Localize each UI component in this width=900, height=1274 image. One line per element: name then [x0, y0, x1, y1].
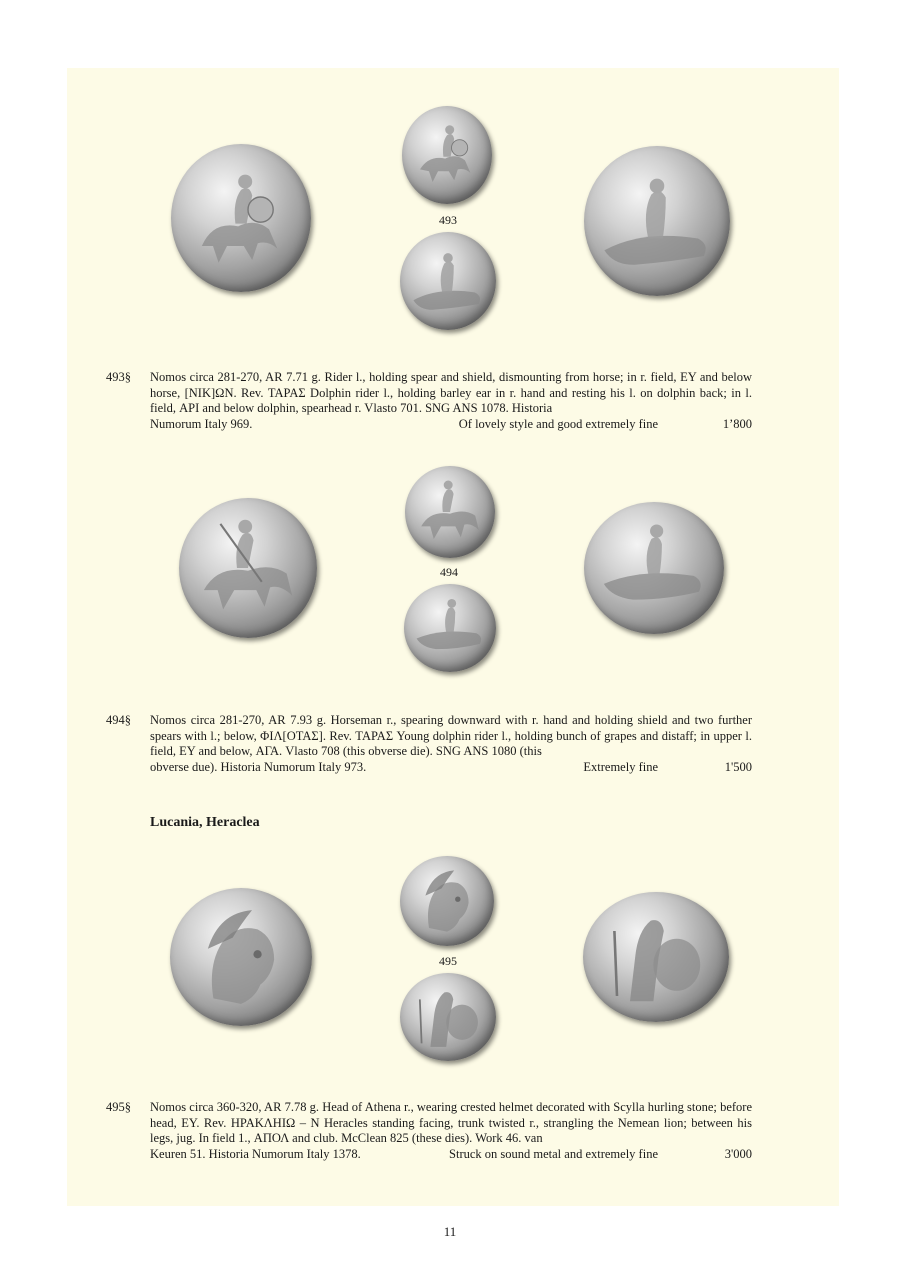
coin-495-obverse-large[interactable]: [170, 888, 312, 1026]
lot-estimate: 1'500: [724, 759, 752, 774]
lot-estimate: 3'000: [724, 1146, 752, 1161]
coin-495-obverse-small[interactable]: [400, 856, 494, 946]
lot-label-494: 494: [440, 565, 458, 579]
page-number: 11: [443, 1224, 457, 1239]
lot-last-line: [150, 417, 752, 433]
dolphin-rider-relief-icon: [404, 584, 496, 672]
lot-text: Nomos circa 360-320, AR 7.78 g. Head of Athena r., wearing crested helmet decorated with Scylla hurling stone; before head, ΕΥ. Rev. ΗΡΑΚΛΗΙΩ – Ν Heracles standing facing, trunk twisted r., strangling the Nemean lion; between his legs, jug. In field 1., ΑΠΟΛ and club. McClean 825 (these dies). Work 46. van: [150, 1100, 752, 1146]
coin-494-reverse-large[interactable]: [584, 502, 724, 634]
coin-493-obverse-large[interactable]: [171, 144, 311, 292]
coin-495-reverse-small[interactable]: [400, 973, 496, 1061]
coin-494-reverse-small[interactable]: [404, 584, 496, 672]
rider-horse-relief-icon: [402, 106, 492, 204]
lot-description-495: [106, 1100, 752, 1162]
horseman-relief-icon: [405, 466, 495, 558]
rider-horse-relief-icon: [171, 144, 311, 292]
lot-last-line: [150, 1147, 752, 1163]
lot-description-493: [106, 370, 752, 432]
athena-head-relief-icon: [170, 888, 312, 1026]
horseman-relief-icon: [179, 498, 317, 638]
dolphin-rider-relief-icon: [584, 146, 730, 296]
heracles-lion-relief-icon: [400, 973, 496, 1061]
lot-text: Nomos circa 281-270, AR 7.71 g. Rider l., holding spear and shield, dismounting from horse; in r. field, ΕΥ and below horse, [ΝΙΚ]ΩΝ. Rev. ΤΑΡΑΣ Dolphin rider l., holding barley ear in r. hand and resting his l. on dolphin back; in l. field, ΑΡΙ and below dolphin, spearhead r. Vlasto 701. SNG ANS 1078. Historia: [150, 370, 752, 416]
coin-494-obverse-large[interactable]: [179, 498, 317, 638]
lot-references: Keuren 51. Historia Numorum Italy 1378.: [150, 1146, 361, 1161]
coin-493-obverse-small[interactable]: [402, 106, 492, 204]
lot-number: 493§: [106, 370, 131, 384]
lot-grade: Extremely fine: [583, 759, 658, 774]
lot-number: 494§: [106, 713, 131, 727]
lot-references: Numorum Italy 969.: [150, 416, 253, 431]
dolphin-rider-relief-icon: [400, 232, 496, 330]
dolphin-rider-relief-icon: [584, 502, 724, 634]
lot-estimate: 1’800: [722, 416, 752, 431]
lot-text: Nomos circa 281-270, AR 7.93 g. Horseman r., spearing downward with r. hand and holding shield and two further spears with l.; below, ΦΙΛ[ΟΤΑΣ]. Rev. ΤΑΡΑΣ Young dolphin rider l., holding bunch of grapes and distaff; in upper l. field, ΕΥ and below, ΑΓΑ. Vlasto 708 (this obverse die). SNG ANS 1080 (this: [150, 713, 752, 759]
heracles-lion-relief-icon: [583, 892, 729, 1022]
lot-label-495: 495: [439, 954, 457, 968]
lot-grade: Struck on sound metal and extremely fine: [449, 1146, 658, 1161]
lot-label-493: 493: [439, 213, 457, 227]
coin-494-obverse-small[interactable]: [405, 466, 495, 558]
lot-last-line: [150, 760, 752, 776]
lot-references: obverse due). Historia Numorum Italy 973.: [150, 759, 367, 774]
coin-495-reverse-large[interactable]: [583, 892, 729, 1022]
lot-description-494: [106, 713, 752, 775]
coin-493-reverse-large[interactable]: [584, 146, 730, 296]
athena-head-relief-icon: [400, 856, 494, 946]
lot-number: 495§: [106, 1100, 131, 1114]
lot-grade: Of lovely style and good extremely fine: [458, 416, 658, 431]
coin-493-reverse-small[interactable]: [400, 232, 496, 330]
section-title: Lucania, Heraclea: [150, 815, 260, 830]
